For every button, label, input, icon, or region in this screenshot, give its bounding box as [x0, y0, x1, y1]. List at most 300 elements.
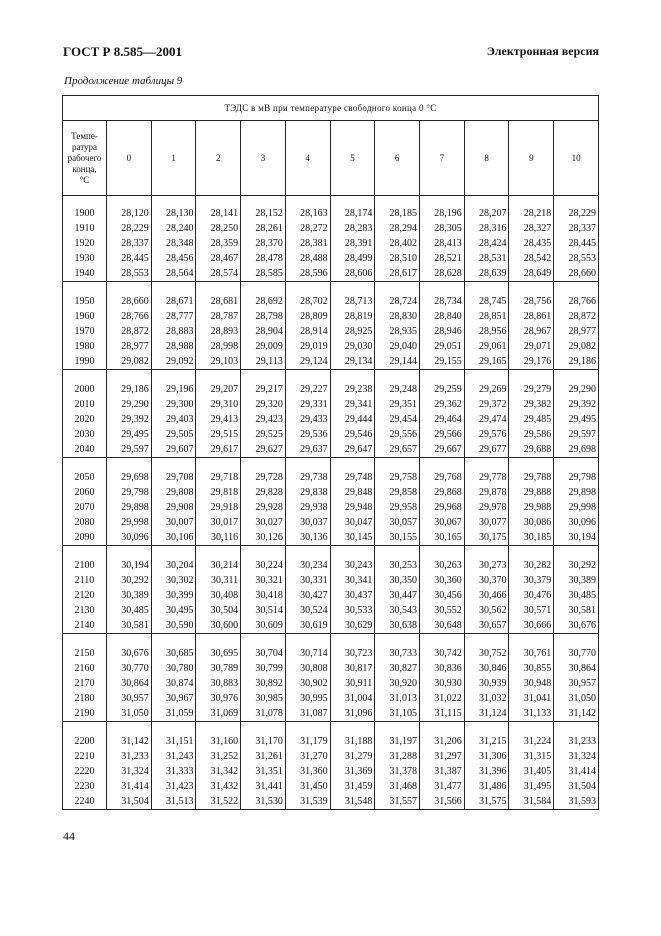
empty-cell	[241, 722, 286, 735]
emf-value-cell: 29,444	[330, 412, 375, 427]
electronic-version-label: Электронная версия	[486, 44, 599, 58]
empty-cell	[330, 722, 375, 735]
temperature-cell: 2230	[63, 779, 107, 794]
empty-cell	[554, 634, 599, 647]
emf-value-cell: 28,359	[196, 236, 241, 251]
empty-cell	[375, 458, 420, 471]
group-separator	[63, 282, 599, 295]
emf-value-cell: 30,685	[151, 646, 196, 661]
table-row	[63, 354, 599, 370]
temperature-cell: 1970	[63, 324, 107, 339]
temp-header-line: рабочего	[67, 152, 102, 163]
emf-value-cell: 29,525	[241, 427, 286, 442]
emf-value-cell: 28,893	[196, 324, 241, 339]
emf-value-cell: 28,766	[554, 294, 599, 309]
emf-value-cell: 28,510	[375, 251, 420, 266]
emf-value-cell: 30,761	[509, 646, 554, 661]
emf-value-cell: 31,548	[330, 794, 375, 810]
emf-value-cell: 29,196	[151, 382, 196, 397]
emf-value-cell: 29,667	[420, 442, 465, 458]
row-group	[63, 282, 599, 370]
emf-value-cell: 30,292	[554, 558, 599, 573]
emf-value-cell: 30,096	[554, 515, 599, 530]
emf-value-cell: 29,269	[464, 382, 509, 397]
emf-value-cell: 31,142	[554, 706, 599, 722]
emf-value-cell: 28,152	[241, 206, 286, 221]
group-separator	[63, 546, 599, 559]
emf-value-cell: 29,300	[151, 397, 196, 412]
empty-cell	[464, 722, 509, 735]
emf-value-cell: 31,087	[285, 706, 330, 722]
temperature-cell: 2120	[63, 588, 107, 603]
emf-value-cell: 28,660	[107, 294, 152, 309]
emf-value-cell: 30,485	[107, 603, 152, 618]
emf-value-cell: 30,136	[285, 530, 330, 546]
emf-value-cell: 30,957	[554, 676, 599, 691]
emf-value-cell: 31,378	[375, 764, 420, 779]
empty-cell	[151, 196, 196, 207]
emf-value-cell: 29,279	[509, 382, 554, 397]
empty-cell	[375, 370, 420, 383]
temperature-cell: 2170	[63, 676, 107, 691]
emf-value-cell: 29,828	[241, 485, 286, 500]
temperature-cell: 2210	[63, 749, 107, 764]
emf-value-cell: 28,531	[464, 251, 509, 266]
empty-cell	[509, 546, 554, 559]
emf-value-cell: 30,600	[196, 618, 241, 634]
emf-value-cell: 31,468	[375, 779, 420, 794]
emf-value-cell: 28,424	[464, 236, 509, 251]
emf-value-cell: 28,967	[509, 324, 554, 339]
emf-value-cell: 29,382	[509, 397, 554, 412]
emf-value-cell: 30,581	[107, 618, 152, 634]
emf-value-cell: 29,647	[330, 442, 375, 458]
emf-value-cell: 28,883	[151, 324, 196, 339]
temperature-cell: 2220	[63, 764, 107, 779]
column-header-8: 8	[464, 121, 509, 196]
emf-value-cell: 28,787	[196, 309, 241, 324]
emf-value-cell: 31,450	[285, 779, 330, 794]
emf-value-cell: 30,742	[420, 646, 465, 661]
emf-value-cell: 29,082	[107, 354, 152, 370]
emf-value-cell: 29,758	[375, 470, 420, 485]
table-caption: Продолжение таблицы 9	[64, 75, 183, 87]
emf-value-cell: 29,030	[330, 339, 375, 354]
empty-cell	[420, 634, 465, 647]
emf-value-cell: 30,057	[375, 515, 420, 530]
emf-value-cell: 30,995	[285, 691, 330, 706]
emf-value-cell: 30,930	[420, 676, 465, 691]
temperature-cell: 2000	[63, 382, 107, 397]
emf-value-cell: 29,878	[464, 485, 509, 500]
emf-value-cell: 30,456	[420, 588, 465, 603]
emf-value-cell: 29,290	[554, 382, 599, 397]
column-header-4: 4	[285, 121, 330, 196]
table-row	[63, 515, 599, 530]
emf-value-cell: 30,902	[285, 676, 330, 691]
emf-value-cell: 28,628	[420, 266, 465, 282]
table-row	[63, 691, 599, 706]
emf-value-cell: 29,061	[464, 339, 509, 354]
emf-value-cell: 31,423	[151, 779, 196, 794]
emf-value-cell: 29,898	[554, 485, 599, 500]
emf-value-cell: 29,362	[420, 397, 465, 412]
emf-value-cell: 30,437	[330, 588, 375, 603]
emf-value-cell: 28,946	[420, 324, 465, 339]
emf-value-cell: 30,957	[107, 691, 152, 706]
emf-value-cell: 29,454	[375, 412, 420, 427]
emf-value-cell: 28,456	[151, 251, 196, 266]
emf-value-cell: 29,515	[196, 427, 241, 442]
empty-cell	[330, 370, 375, 383]
emf-value-cell: 30,495	[151, 603, 196, 618]
emf-value-cell: 30,892	[241, 676, 286, 691]
emf-value-cell: 29,918	[196, 500, 241, 515]
empty-cell	[330, 546, 375, 559]
emf-value-cell: 29,688	[509, 442, 554, 458]
empty-cell	[464, 634, 509, 647]
emf-value-cell: 31,004	[330, 691, 375, 706]
temperature-cell: 1950	[63, 294, 107, 309]
emf-value-cell: 30,967	[151, 691, 196, 706]
emf-value-cell: 29,798	[554, 470, 599, 485]
emf-value-cell: 31,133	[509, 706, 554, 722]
temp-header-line: ратура	[71, 141, 98, 152]
emf-value-cell: 30,948	[509, 676, 554, 691]
emf-value-cell: 29,176	[509, 354, 554, 370]
emf-value-cell: 28,141	[196, 206, 241, 221]
table-row	[63, 294, 599, 309]
temperature-cell: 2100	[63, 558, 107, 573]
emf-value-cell: 29,998	[107, 515, 152, 530]
table-row	[63, 646, 599, 661]
emf-table	[62, 95, 599, 810]
emf-value-cell: 29,124	[285, 354, 330, 370]
emf-value-cell: 30,165	[420, 530, 465, 546]
emf-value-cell: 29,495	[554, 412, 599, 427]
emf-value-cell: 31,513	[151, 794, 196, 810]
empty-cell	[420, 722, 465, 735]
emf-value-cell: 30,282	[509, 558, 554, 573]
empty-cell	[151, 282, 196, 295]
empty-cell	[196, 282, 241, 295]
empty-cell	[420, 458, 465, 471]
empty-cell	[330, 196, 375, 207]
emf-value-cell: 28,370	[241, 236, 286, 251]
emf-value-cell: 28,305	[420, 221, 465, 236]
emf-value-cell: 28,851	[464, 309, 509, 324]
emf-value-cell: 29,898	[107, 500, 152, 515]
temperature-cell: 2080	[63, 515, 107, 530]
empty-cell	[464, 458, 509, 471]
emf-value-cell: 29,908	[151, 500, 196, 515]
emf-value-cell: 30,789	[196, 661, 241, 676]
emf-value-cell: 28,734	[420, 294, 465, 309]
emf-value-cell: 31,477	[420, 779, 465, 794]
table-row	[63, 221, 599, 236]
emf-value-cell: 30,590	[151, 618, 196, 634]
row-group	[63, 634, 599, 722]
table-row	[63, 206, 599, 221]
emf-value-cell: 30,524	[285, 603, 330, 618]
emf-value-cell: 31,197	[375, 734, 420, 749]
emf-value-cell: 30,067	[420, 515, 465, 530]
emf-value-cell: 28,745	[464, 294, 509, 309]
emf-value-cell: 31,566	[420, 794, 465, 810]
empty-cell	[241, 634, 286, 647]
emf-value-cell: 31,105	[375, 706, 420, 722]
emf-value-cell: 29,586	[509, 427, 554, 442]
emf-value-cell: 29,082	[554, 339, 599, 354]
emf-value-cell: 28,445	[554, 236, 599, 251]
empty-cell	[509, 458, 554, 471]
temperature-cell: 2110	[63, 573, 107, 588]
emf-value-cell: 29,464	[420, 412, 465, 427]
emf-value-cell: 28,606	[330, 266, 375, 282]
emf-value-cell: 31,405	[509, 764, 554, 779]
emf-value-cell: 28,196	[420, 206, 465, 221]
empty-cell	[554, 370, 599, 383]
temperature-cell: 2030	[63, 427, 107, 442]
emf-value-cell: 30,533	[330, 603, 375, 618]
emf-value-cell: 29,144	[375, 354, 420, 370]
group-separator	[63, 634, 599, 647]
table-row	[63, 470, 599, 485]
table-row	[63, 764, 599, 779]
emf-value-cell: 29,207	[196, 382, 241, 397]
emf-value-cell: 30,864	[554, 661, 599, 676]
empty-cell	[107, 634, 152, 647]
emf-value-cell: 30,770	[107, 661, 152, 676]
emf-value-cell: 30,007	[151, 515, 196, 530]
emf-value-cell: 29,310	[196, 397, 241, 412]
emf-value-cell: 29,738	[285, 470, 330, 485]
emf-value-cell: 31,414	[554, 764, 599, 779]
temperature-cell: 1930	[63, 251, 107, 266]
empty-cell	[151, 722, 196, 735]
empty-cell	[151, 370, 196, 383]
emf-value-cell: 28,574	[196, 266, 241, 282]
emf-value-cell: 30,086	[509, 515, 554, 530]
table-row	[63, 427, 599, 442]
emf-value-cell: 28,564	[151, 266, 196, 282]
emf-value-cell: 28,316	[464, 221, 509, 236]
emf-value-cell: 31,575	[464, 794, 509, 810]
table-row	[63, 485, 599, 500]
emf-value-cell: 28,207	[464, 206, 509, 221]
emf-value-cell: 28,596	[285, 266, 330, 282]
emf-value-cell: 30,037	[285, 515, 330, 530]
emf-value-cell: 29,331	[285, 397, 330, 412]
empty-cell	[330, 634, 375, 647]
emf-value-cell: 31,342	[196, 764, 241, 779]
table-row	[63, 573, 599, 588]
temperature-cell: 2070	[63, 500, 107, 515]
emf-value-cell: 29,227	[285, 382, 330, 397]
temperature-cell: 1990	[63, 354, 107, 370]
empty-cell	[554, 546, 599, 559]
empty-cell	[196, 370, 241, 383]
temperature-cell: 2190	[63, 706, 107, 722]
emf-value-cell: 30,017	[196, 515, 241, 530]
emf-value-cell: 29,888	[509, 485, 554, 500]
emf-value-cell: 30,350	[375, 573, 420, 588]
emf-value-cell: 28,229	[554, 206, 599, 221]
emf-value-cell: 31,351	[241, 764, 286, 779]
emf-value-cell: 28,120	[107, 206, 152, 221]
emf-value-cell: 30,864	[107, 676, 152, 691]
emf-value-cell: 30,370	[464, 573, 509, 588]
emf-value-cell: 31,215	[464, 734, 509, 749]
emf-value-cell: 29,858	[375, 485, 420, 500]
emf-value-cell: 29,968	[420, 500, 465, 515]
emf-value-cell: 29,708	[151, 470, 196, 485]
emf-value-cell: 30,194	[554, 530, 599, 546]
emf-value-cell: 29,536	[285, 427, 330, 442]
emf-value-cell: 31,041	[509, 691, 554, 706]
emf-value-cell: 31,050	[554, 691, 599, 706]
emf-value-cell: 30,676	[554, 618, 599, 634]
emf-value-cell: 29,403	[151, 412, 196, 427]
table-unit-header: ТЭДС в мВ при температуре свободного конца 0 °С	[63, 96, 599, 121]
emf-value-cell: 31,324	[554, 749, 599, 764]
table-row	[63, 251, 599, 266]
emf-value-cell: 30,504	[196, 603, 241, 618]
emf-value-cell: 28,553	[554, 251, 599, 266]
empty-cell	[196, 546, 241, 559]
row-group	[63, 546, 599, 634]
empty-cell	[375, 634, 420, 647]
empty-cell	[196, 722, 241, 735]
table-row	[63, 324, 599, 339]
table-row	[63, 339, 599, 354]
temperature-cell: 2020	[63, 412, 107, 427]
temp-header-line: °С	[79, 174, 90, 185]
emf-value-cell: 28,261	[241, 221, 286, 236]
emf-value-cell: 30,116	[196, 530, 241, 546]
emf-value-cell: 31,224	[509, 734, 554, 749]
emf-value-cell: 29,071	[509, 339, 554, 354]
emf-value-cell: 30,883	[196, 676, 241, 691]
empty-cell	[241, 546, 286, 559]
empty-cell	[107, 370, 152, 383]
emf-value-cell: 31,369	[330, 764, 375, 779]
empty-cell	[151, 634, 196, 647]
group-separator	[63, 722, 599, 735]
table-row	[63, 661, 599, 676]
emf-value-cell: 30,341	[330, 573, 375, 588]
emf-value-cell: 28,337	[107, 236, 152, 251]
emf-value-cell: 30,447	[375, 588, 420, 603]
emf-value-cell: 30,292	[107, 573, 152, 588]
emf-value-cell: 28,830	[375, 309, 420, 324]
emf-value-cell: 29,718	[196, 470, 241, 485]
emf-value-cell: 28,713	[330, 294, 375, 309]
empty-cell	[464, 196, 509, 207]
emf-value-cell: 30,047	[330, 515, 375, 530]
emf-value-cell: 29,607	[151, 442, 196, 458]
empty-cell	[509, 370, 554, 383]
emf-value-cell: 29,259	[420, 382, 465, 397]
page-number: 44	[63, 829, 75, 843]
emf-value-cell: 30,552	[420, 603, 465, 618]
emf-value-cell: 29,051	[420, 339, 465, 354]
empty-cell	[107, 722, 152, 735]
emf-value-cell: 28,819	[330, 309, 375, 324]
temp-header-line: Темпе-	[71, 130, 98, 141]
emf-value-cell: 28,935	[375, 324, 420, 339]
empty-cell	[554, 282, 599, 295]
emf-value-cell: 30,855	[509, 661, 554, 676]
emf-value-cell: 28,283	[330, 221, 375, 236]
emf-value-cell: 28,337	[554, 221, 599, 236]
empty-cell	[285, 370, 330, 383]
emf-value-cell: 29,938	[285, 500, 330, 515]
emf-value-cell: 28,702	[285, 294, 330, 309]
empty-cell	[375, 282, 420, 295]
emf-value-cell: 31,324	[107, 764, 152, 779]
emf-value-cell: 28,348	[151, 236, 196, 251]
emf-value-cell: 31,306	[464, 749, 509, 764]
emf-value-cell: 30,027	[241, 515, 286, 530]
emf-value-cell: 29,351	[375, 397, 420, 412]
emf-value-cell: 29,698	[107, 470, 152, 485]
table-row	[63, 382, 599, 397]
emf-value-cell: 31,188	[330, 734, 375, 749]
emf-value-cell: 29,978	[464, 500, 509, 515]
emf-value-cell: 31,486	[464, 779, 509, 794]
emf-value-cell: 31,206	[420, 734, 465, 749]
emf-value-cell: 30,476	[509, 588, 554, 603]
row-group	[63, 722, 599, 810]
emf-value-cell: 28,445	[107, 251, 152, 266]
emf-value-cell: 30,077	[464, 515, 509, 530]
emf-value-cell: 31,032	[464, 691, 509, 706]
empty-cell	[375, 722, 420, 735]
emf-value-cell: 28,872	[107, 324, 152, 339]
empty-cell	[285, 458, 330, 471]
emf-value-cell: 28,977	[554, 324, 599, 339]
empty-cell	[285, 282, 330, 295]
emf-value-cell: 30,418	[241, 588, 286, 603]
emf-value-cell: 31,441	[241, 779, 286, 794]
emf-value-cell: 29,868	[420, 485, 465, 500]
empty-cell	[196, 458, 241, 471]
emf-value-cell: 30,485	[554, 588, 599, 603]
emf-value-cell: 29,627	[241, 442, 286, 458]
temperature-column-header	[63, 121, 107, 196]
emf-value-cell: 28,130	[151, 206, 196, 221]
emf-value-cell: 28,617	[375, 266, 420, 282]
emf-value-cell: 31,522	[196, 794, 241, 810]
emf-value-cell: 28,649	[509, 266, 554, 282]
column-header-3: 3	[241, 121, 286, 196]
emf-value-cell: 31,584	[509, 794, 554, 810]
empty-cell	[196, 634, 241, 647]
group-separator	[63, 196, 599, 207]
table-row	[63, 412, 599, 427]
temperature-cell: 1920	[63, 236, 107, 251]
emf-value-cell: 30,657	[464, 618, 509, 634]
emf-value-cell: 28,185	[375, 206, 420, 221]
emf-value-cell: 29,217	[241, 382, 286, 397]
emf-value-cell: 29,998	[554, 500, 599, 515]
temperature-cell: 1960	[63, 309, 107, 324]
emf-value-cell: 29,155	[420, 354, 465, 370]
emf-value-cell: 28,925	[330, 324, 375, 339]
emf-value-cell: 31,233	[107, 749, 152, 764]
emf-value-cell: 31,022	[420, 691, 465, 706]
